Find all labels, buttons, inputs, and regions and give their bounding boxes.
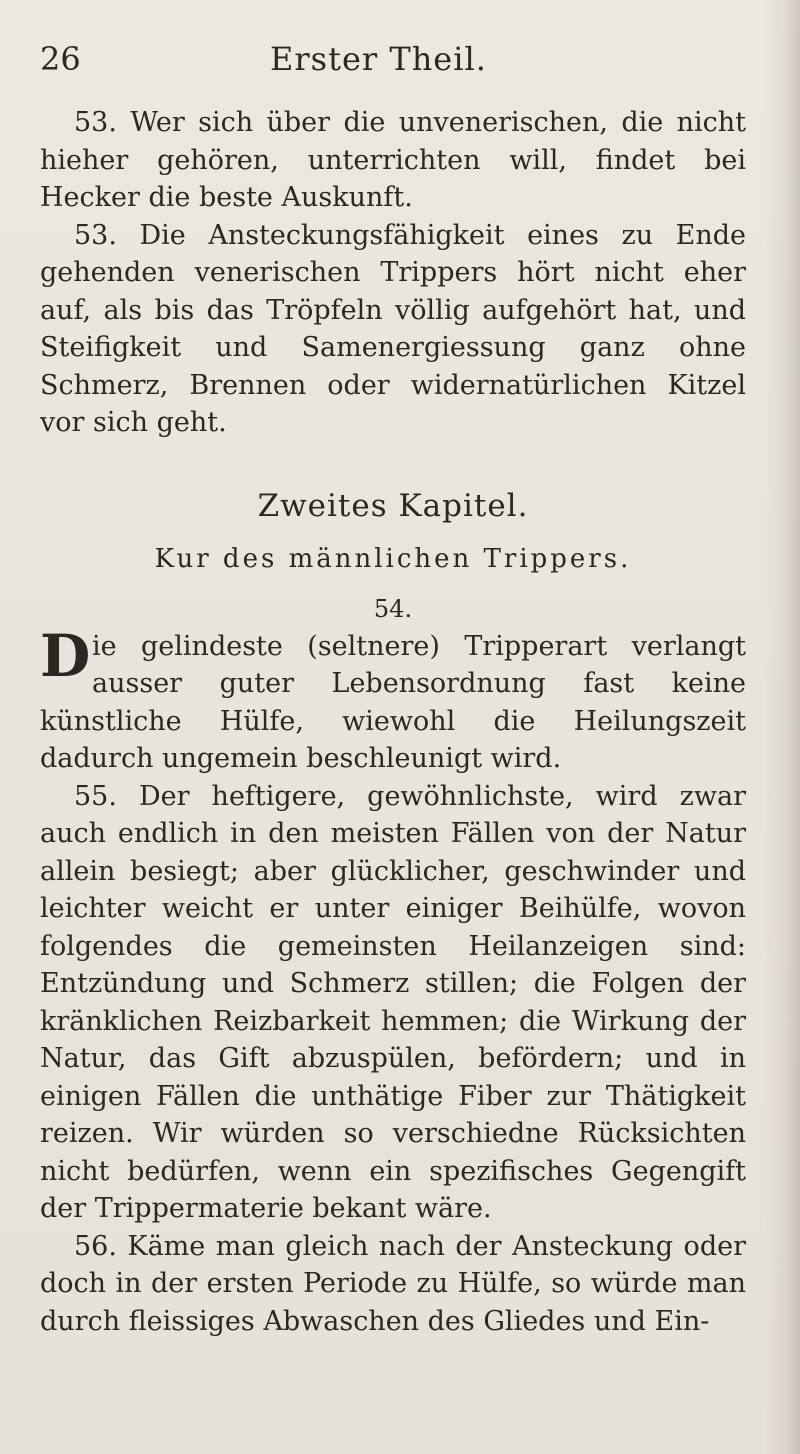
page-text-block [40, 40, 746, 1340]
page-header [40, 40, 746, 90]
chapter-subtitle: Kur des männlichen Trippers. [154, 543, 632, 574]
paragraph-54 [40, 621, 746, 778]
page-number: 26 [40, 40, 81, 78]
running-head: Erster Theil. [270, 40, 487, 78]
paragraph-54-text: ie gelindeste (seltnere) Tripperart verlangt ausser guter Lebensordnung fast keine künstliche Hülfe, wiewohl die Heilungszeit dadurch ungemein beschleunigt wird. [40, 630, 746, 774]
paragraph-56: 56. Käme man gleich nach der Ansteckung oder doch in der ersten Periode zu Hülfe, so würde man durch fleissiges Abwaschen des Gliedes und Ein- [40, 1230, 746, 1337]
paragraph-55: 55. Der heftigere, gewöhnlichste, wird zwar auch endlich in den meisten Fällen von der Natur allein besiegt; aber glücklicher, geschwinder und leichter weicht er unter einiger Beihülfe, wovon folgendes die gemeinsten Heilanzeigen sind: Entzündung und Schmerz stillen; die Folgen der kränklichen Reizbarkeit hemmen; die Wirkung der Natur, das Gift abzuspülen, befördern; und in einigen Fällen die unthätige Fiber zur Thätigkeit reizen. Wir würden so verschiedne Rücksichten nicht bedürfen, wenn ein spezifisches Gegengift der Trippermaterie bekant wäre. [40, 780, 746, 1224]
chapter-title: Zweites Kapitel. [257, 487, 529, 524]
paragraph-53b: 53. Die Ansteckungsfähigkeit eines zu Ende gehenden venerischen Trippers hört nicht eher auf, als bis das Tröpfeln völlig aufgehört hat, und Steifigkeit und Samenergiessung ganz ohne Schmerz, Brennen oder widernatürlichen Kitzel vor sich geht. [40, 219, 746, 438]
paragraph-53a: 53. Wer sich über die unvenerischen, die nicht hieher gehören, unterrichten will, findet bei Hecker die beste Auskunft. [40, 107, 746, 213]
page-edge-shadow [764, 0, 800, 1454]
drop-cap-initial: D [40, 621, 91, 690]
section-number-54: 54. [373, 594, 413, 623]
